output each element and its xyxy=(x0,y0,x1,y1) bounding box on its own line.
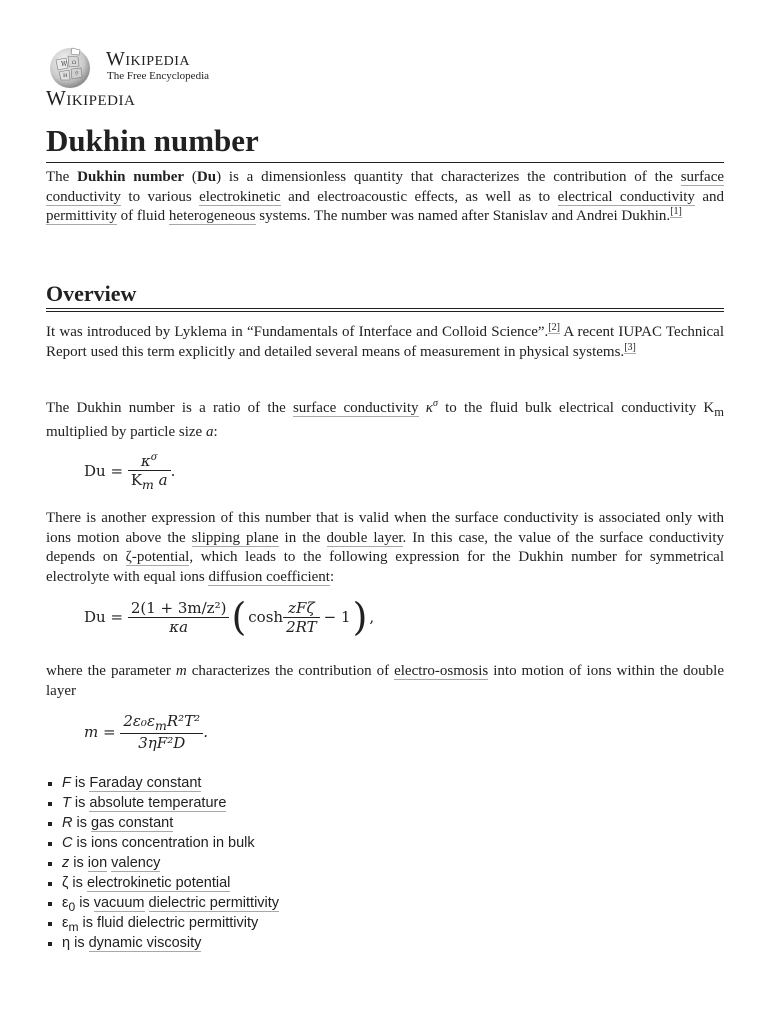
wikipedia-logo[interactable] xyxy=(46,44,306,114)
fraction xyxy=(128,599,230,636)
link-dynamic-viscosity[interactable]: dynamic viscosity xyxy=(88,935,202,951)
list-item xyxy=(46,833,279,853)
equation-m-parameter xyxy=(84,712,208,752)
link-electro-osmosis[interactable]: electro-osmosis xyxy=(394,663,489,679)
italic-var: m xyxy=(175,663,187,679)
fraction xyxy=(128,452,171,492)
link-diffusion-coefficient[interactable]: diffusion coefficient xyxy=(208,568,330,585)
section-heading-overview: Overview xyxy=(46,281,137,306)
denominator: 2RT xyxy=(283,617,320,636)
equation-du-zeta xyxy=(84,595,375,639)
text: is xyxy=(69,855,88,871)
link-heterogeneous[interactable]: heterogeneous xyxy=(168,208,256,225)
text: is xyxy=(75,895,94,911)
title-divider xyxy=(46,162,724,163)
list-item xyxy=(46,813,279,833)
period: . xyxy=(203,723,208,741)
symbol: ε xyxy=(62,915,69,931)
text: . In this case, the value of the surface conductivity depends on xyxy=(46,529,724,566)
text: of fluid xyxy=(116,208,169,225)
text: systems. The number was named after Stanislav and Andrei Dukhin. xyxy=(255,208,671,225)
overview-paragraph-1 xyxy=(46,323,724,362)
text: where the parameter xyxy=(46,663,176,679)
link-electrical-conductivity[interactable]: electrical conductivity xyxy=(557,188,695,205)
svg-text:W: W xyxy=(61,61,68,68)
list-item xyxy=(46,773,279,793)
numerator: zFζ xyxy=(288,598,315,617)
text: ) is a dimensionless quantity that characterizes the contribution of the xyxy=(216,169,681,185)
text: : xyxy=(213,423,218,440)
minus-one: − 1 xyxy=(323,608,351,626)
link-faraday-constant[interactable]: Faraday constant xyxy=(89,775,202,791)
equation-du-ratio xyxy=(84,452,175,492)
text: ( xyxy=(184,169,197,185)
sigma: σ xyxy=(150,452,158,463)
link-surface-conductivity[interactable]: surface conductivity xyxy=(46,169,725,205)
text: There is another expression of this number that is valid when the surface conductivity is associated only with ions motion above the xyxy=(46,510,724,546)
link-absolute-temperature[interactable]: absolute temperature xyxy=(89,795,227,811)
subscript: 0 xyxy=(68,899,76,914)
link-valency[interactable]: valency xyxy=(111,855,161,871)
sigma-superscript: σ xyxy=(432,398,438,409)
link-double-layer[interactable]: double layer xyxy=(326,529,403,546)
text: in the xyxy=(278,529,327,546)
overview-paragraph-3 xyxy=(46,509,724,587)
text: , which leads to the following expression for the Dukhin number for symmetrical electrolyte with equal ions xyxy=(46,549,724,585)
link-ion[interactable]: ion xyxy=(87,855,108,871)
symbol: η xyxy=(62,935,71,951)
eps-part: 2ε₀ε xyxy=(123,712,155,730)
link-slipping-plane[interactable]: slipping plane xyxy=(191,529,279,546)
text: The Dukhin number is a ratio of the xyxy=(46,400,293,416)
reference-2[interactable]: [2] xyxy=(548,322,560,333)
subscript: m xyxy=(68,919,79,934)
link-surface-conductivity-2[interactable]: surface conductivity xyxy=(292,400,419,416)
text: : xyxy=(329,568,335,585)
cosh: cosh xyxy=(248,608,284,626)
page-title: Dukhin number xyxy=(46,123,259,158)
intro-paragraph xyxy=(46,168,724,227)
paren-open: ( xyxy=(231,595,247,639)
link-dielectric-permittivity[interactable]: dielectric permittivity xyxy=(148,895,280,911)
list-item xyxy=(46,893,279,913)
link-electrokinetic-potential[interactable]: electrokinetic potential xyxy=(86,875,231,891)
puzzle-globe-icon xyxy=(46,44,96,88)
reference-1[interactable]: [1] xyxy=(670,206,682,218)
svg-text:И: И xyxy=(63,73,68,79)
logo-tagline: The Free Encyclopedia xyxy=(107,70,210,82)
reference-3[interactable]: [3] xyxy=(624,341,636,353)
section-divider xyxy=(46,311,724,312)
equation-lhs: m = xyxy=(84,723,116,741)
list-item xyxy=(46,933,279,953)
italic-var: a xyxy=(205,423,214,440)
text: is xyxy=(70,795,90,811)
m-sub: m xyxy=(142,477,154,492)
numerator: 2(1 + 3m/z²) xyxy=(130,598,227,617)
equation-lhs: Du = xyxy=(84,608,124,626)
list-item xyxy=(46,913,279,933)
section-divider xyxy=(46,308,724,309)
text: characterizes the contribution of xyxy=(186,663,395,679)
fraction-inner xyxy=(283,599,320,636)
text: is ions concentration in bulk xyxy=(72,835,255,851)
text: to the fluid bulk electrical conductivity K xyxy=(437,400,715,416)
text: multiplied by particle size xyxy=(46,423,206,440)
comma: , xyxy=(369,608,375,626)
bold-abbrev: Du xyxy=(196,169,217,185)
link-electrokinetic[interactable]: electrokinetic xyxy=(199,188,281,205)
text: and electroacoustic effects, as well as to xyxy=(280,188,558,205)
link-permittivity[interactable]: permittivity xyxy=(46,208,117,225)
overview-paragraph-2 xyxy=(46,399,724,442)
paren-close: ) xyxy=(352,595,368,639)
symbol: R xyxy=(62,815,73,831)
denominator: κa xyxy=(128,617,230,636)
text: is xyxy=(72,815,92,831)
symbol: z xyxy=(62,855,70,871)
symbol: C xyxy=(62,835,73,851)
fraction xyxy=(120,712,203,752)
text: A recent IUPAC Technical Report used this term explicitly and detailed several means of measurement in physical systems. xyxy=(46,324,724,360)
denominator xyxy=(128,470,171,492)
text: to various xyxy=(121,188,200,205)
text: and xyxy=(694,188,724,205)
K: K xyxy=(130,471,143,489)
list-item xyxy=(46,873,279,893)
a: a xyxy=(153,471,168,489)
symbol: F xyxy=(62,775,71,791)
kappa-symbol: κ xyxy=(418,400,433,416)
site-name-text: Wikipedia xyxy=(46,86,136,110)
link-gas-constant[interactable]: gas constant xyxy=(91,815,174,831)
numerator xyxy=(128,452,171,470)
text: is fluid dielectric permittivity xyxy=(78,915,259,931)
text: The xyxy=(46,169,78,185)
subscript: m xyxy=(714,405,724,419)
rt-part: R²T² xyxy=(166,712,201,730)
numerator xyxy=(120,712,203,733)
m-sub: m xyxy=(155,718,167,733)
text: into motion of ions within the double layer xyxy=(46,663,724,699)
kappa: κ xyxy=(140,452,151,470)
svg-text:ウ: ウ xyxy=(74,71,80,77)
text: is xyxy=(70,775,90,791)
list-item xyxy=(46,793,279,813)
text: is xyxy=(68,875,87,891)
symbol: ζ xyxy=(62,875,69,891)
denominator: 3ηF²D xyxy=(120,733,203,752)
text: It was introduced by Lyklema in “Fundamentals of Interface and Colloid Science”. xyxy=(46,324,549,340)
svg-text:Ω: Ω xyxy=(72,60,77,66)
variable-list xyxy=(46,773,279,953)
link-zeta-potential[interactable]: ζ-potential xyxy=(125,549,190,566)
symbol: T xyxy=(62,795,71,811)
logo-wordmark: Wikipedia xyxy=(106,48,191,70)
link-vacuum[interactable]: vacuum xyxy=(93,895,145,911)
equation-lhs: Du = xyxy=(84,462,124,480)
list-item xyxy=(46,853,279,873)
symbol: ε xyxy=(62,895,69,911)
overview-paragraph-4 xyxy=(46,662,724,701)
period: . xyxy=(170,462,176,480)
text xyxy=(145,895,149,911)
bold-term: Dukhin number xyxy=(77,169,185,185)
text: is xyxy=(70,935,89,951)
